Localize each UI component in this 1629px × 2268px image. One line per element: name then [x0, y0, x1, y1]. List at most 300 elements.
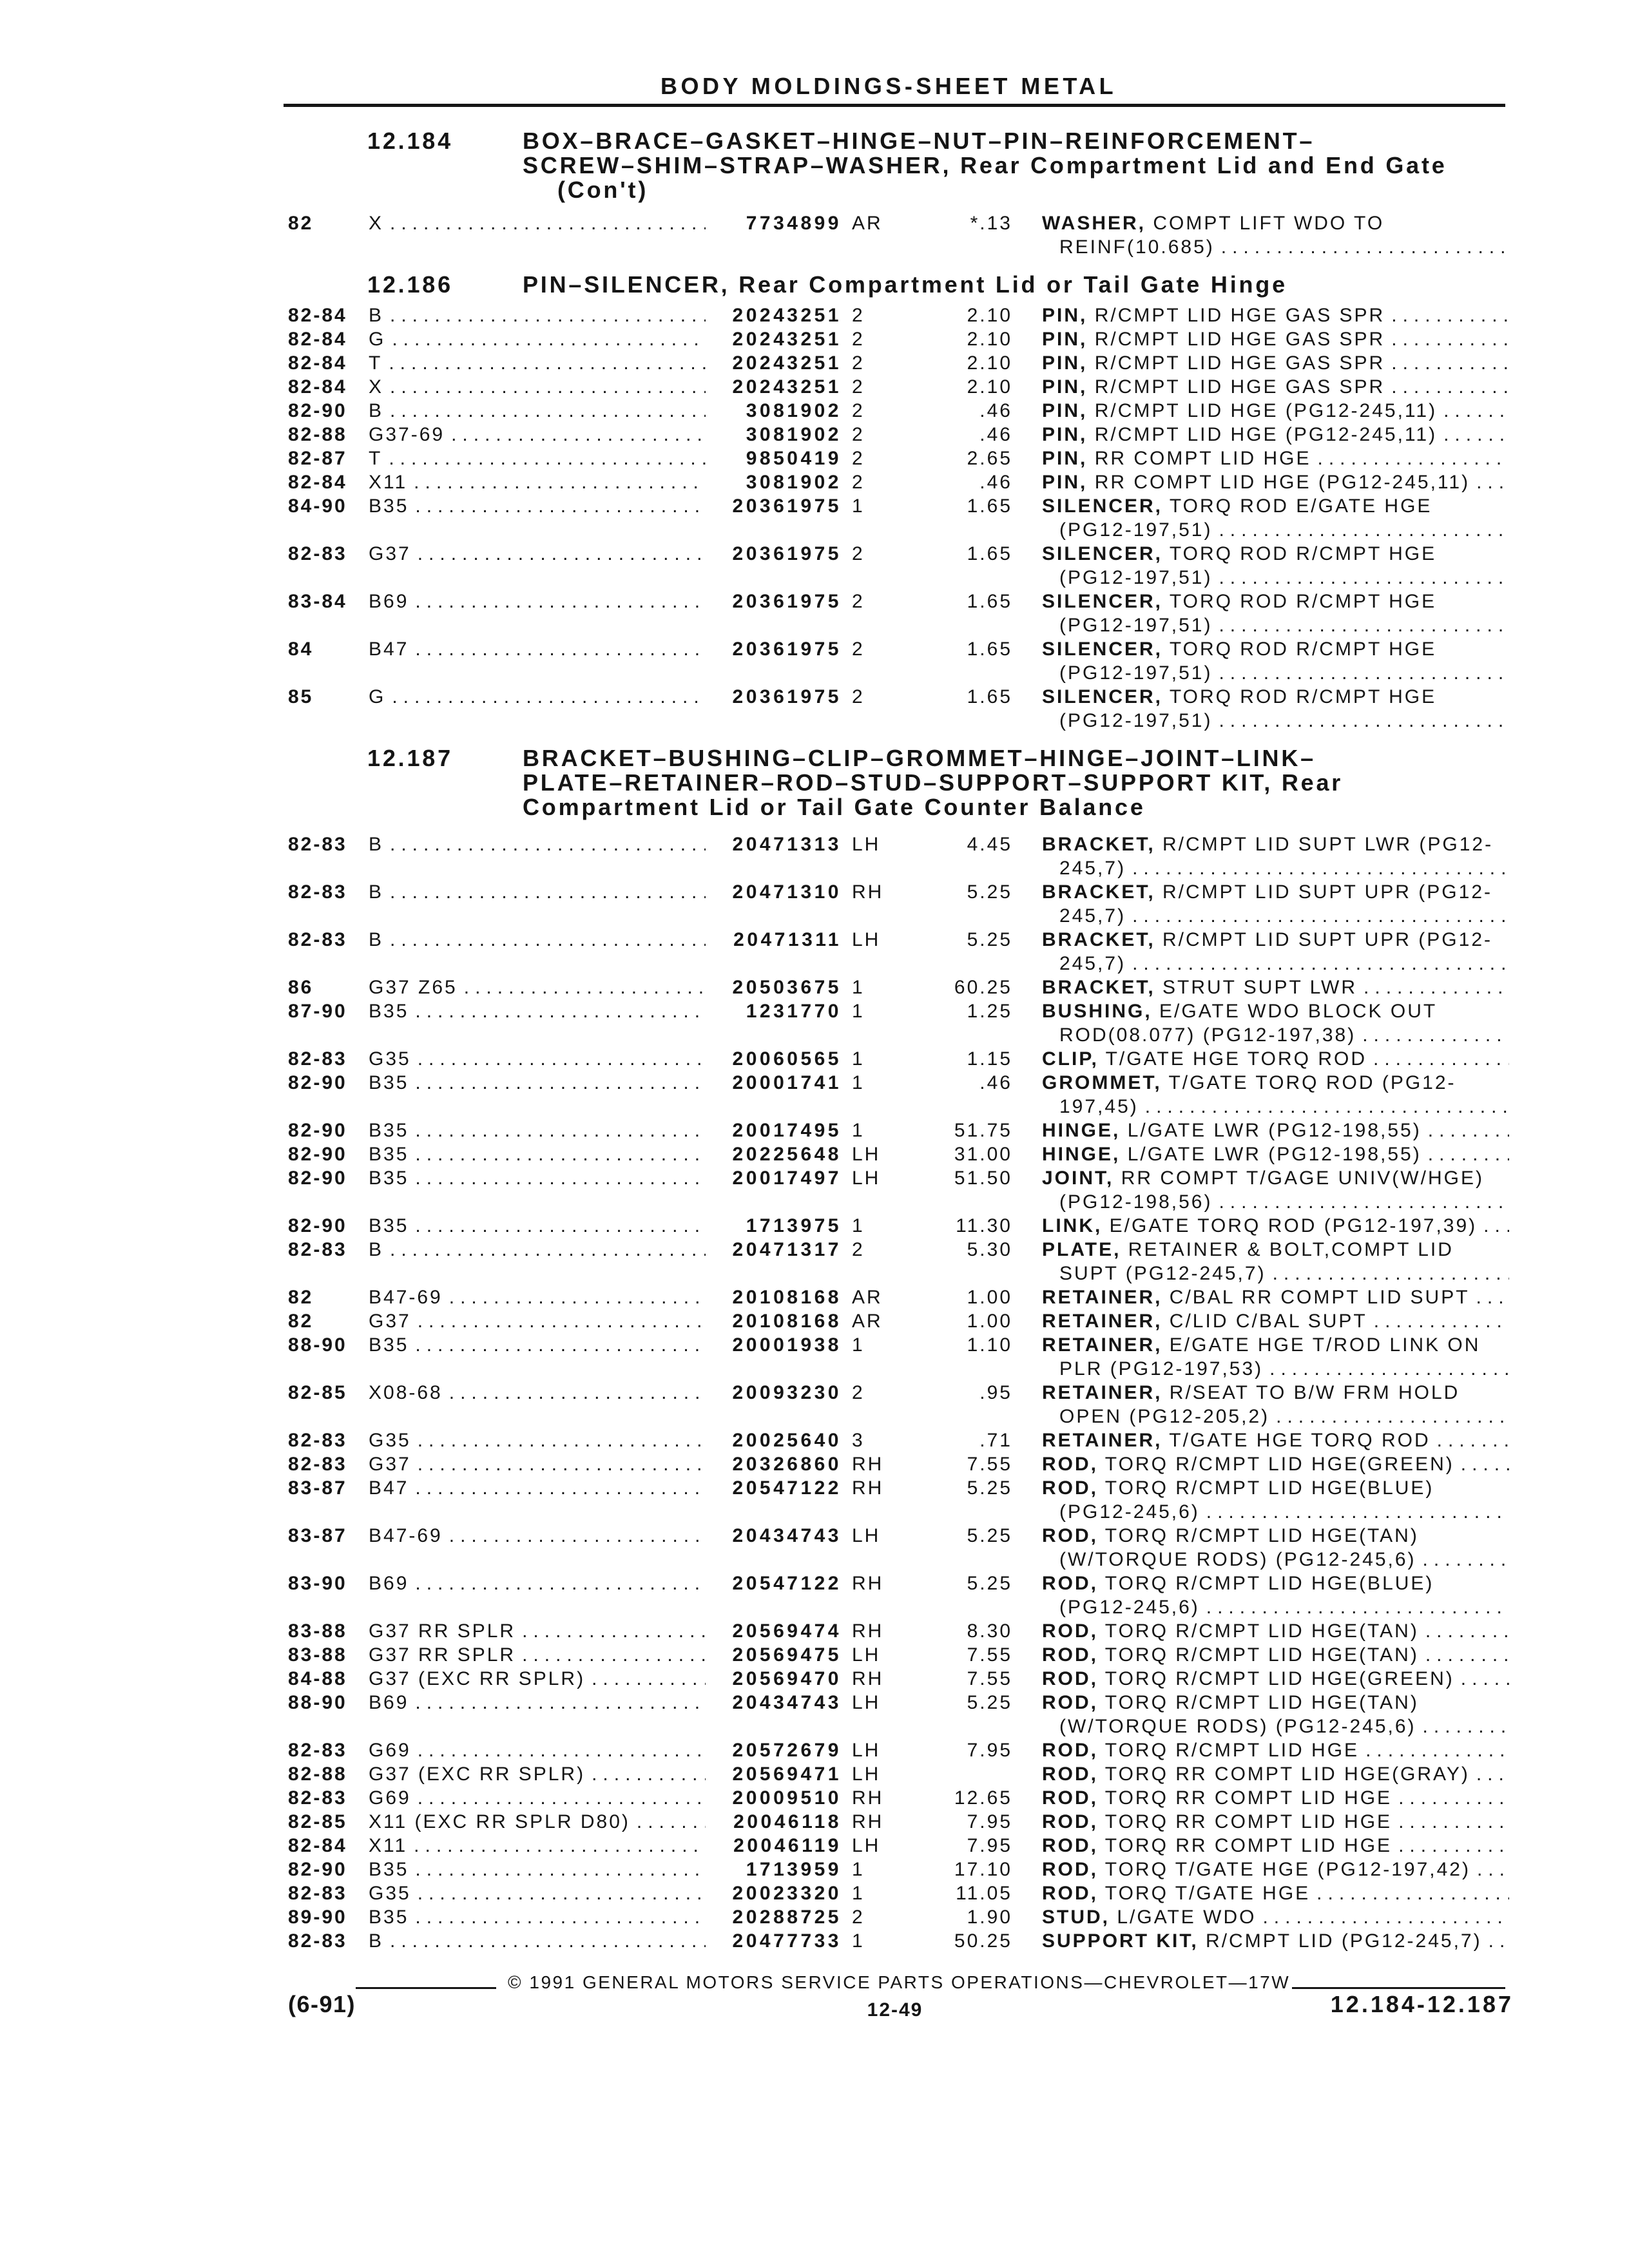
parts-row-line	[0, 1762, 1629, 1786]
description	[1042, 975, 1509, 999]
model-years: 82-88	[288, 424, 347, 445]
parts-row	[0, 832, 1629, 880]
dot-leader	[385, 685, 706, 709]
model-years: 82-90	[288, 400, 347, 421]
model-code: B35	[369, 1120, 409, 1141]
part-number: 20434743	[732, 1525, 842, 1546]
description-text	[1042, 1214, 1477, 1238]
description-text	[1042, 211, 1384, 235]
description-continuation-text: REINF(10.685)	[1059, 236, 1215, 258]
model-cell	[369, 1166, 706, 1190]
part-name: ROD,	[1042, 1835, 1098, 1856]
parts-row	[0, 590, 1629, 637]
description-continuation-text: (PG12-197,51)	[1059, 710, 1213, 731]
parts-row	[0, 1214, 1629, 1238]
description-detail: L/GATE WDO	[1117, 1907, 1257, 1928]
parts-row-line	[0, 1571, 1629, 1595]
description-detail: TORQ R/CMPT LID HGE(TAN)	[1104, 1620, 1419, 1642]
model-cell	[369, 1214, 706, 1238]
description-continuation	[1059, 1095, 1509, 1119]
price: 1.65	[967, 591, 1012, 612]
quantity: LH	[852, 1525, 881, 1546]
part-name: HINGE,	[1042, 1144, 1121, 1165]
model-years: 82-90	[288, 1168, 347, 1189]
parts-row	[0, 1643, 1629, 1667]
parts-row-line	[0, 494, 1629, 518]
parts-row-line	[0, 1142, 1629, 1166]
model-years: 82-83	[288, 1048, 347, 1070]
part-name: SILENCER,	[1042, 639, 1163, 660]
parts-row	[0, 1381, 1629, 1428]
model-code: B69	[369, 591, 409, 612]
description-text	[1042, 928, 1492, 952]
description-continuation-text: (PG12-245,6)	[1059, 1501, 1200, 1523]
quantity: 1	[852, 1883, 865, 1904]
model-cell	[369, 1142, 706, 1166]
dot-leader	[409, 1166, 706, 1190]
dot-leader	[409, 637, 706, 661]
parts-row-line	[0, 1381, 1629, 1405]
description-text	[1042, 1643, 1419, 1667]
dot-leader	[1419, 1619, 1509, 1643]
dot-leader	[1392, 1834, 1509, 1858]
dot-leader	[1482, 1929, 1509, 1953]
model-code: B	[369, 305, 384, 326]
model-code: B35	[369, 1334, 409, 1356]
part-name: PIN,	[1042, 352, 1088, 374]
dot-leader	[1212, 613, 1509, 637]
description-text	[1042, 327, 1385, 351]
parts-row	[0, 1667, 1629, 1691]
quantity: 2	[852, 686, 865, 707]
dot-leader	[409, 1071, 706, 1095]
model-years: 84-90	[288, 495, 347, 517]
model-years: 84	[288, 639, 314, 660]
part-name: WASHER,	[1042, 213, 1146, 234]
description	[1042, 1667, 1509, 1691]
description-continuation	[1059, 856, 1509, 880]
model-cell	[369, 1285, 706, 1309]
description-detail: R/CMPT LID (PG12-245,7)	[1206, 1930, 1482, 1952]
description	[1042, 542, 1509, 566]
description-continuation	[1059, 1405, 1509, 1428]
model-cell	[369, 1643, 706, 1667]
dot-leader	[1454, 1452, 1509, 1476]
part-number: 20108168	[732, 1287, 842, 1308]
parts-row	[0, 1285, 1629, 1309]
description-detail: TORQ R/CMPT LID HGE(BLUE)	[1104, 1573, 1434, 1594]
dot-leader	[1422, 1119, 1509, 1142]
description-continuation-text: (W/TORQUE RODS) (PG12-245,6)	[1059, 1549, 1416, 1570]
dot-leader	[383, 399, 706, 423]
model-code: B69	[369, 1573, 409, 1594]
description	[1042, 351, 1509, 375]
model-cell	[369, 1667, 706, 1691]
price: .46	[979, 400, 1012, 421]
dot-leader	[1212, 1190, 1509, 1214]
parts-row	[0, 1691, 1629, 1738]
parts-row-line	[0, 1119, 1629, 1142]
description-detail: R/CMPT LID SUPT UPR (PG12-	[1162, 929, 1492, 950]
quantity: 2	[852, 543, 865, 564]
parts-row-line	[0, 975, 1629, 999]
quantity: 2	[852, 424, 865, 445]
quantity: LH	[852, 1644, 881, 1666]
part-number: 20471313	[732, 834, 842, 855]
model-years: 82-90	[288, 1072, 347, 1093]
description-continuation-text: ROD(08.077) (PG12-197,38)	[1059, 1024, 1356, 1046]
dot-leader	[1357, 975, 1509, 999]
description-text	[1042, 880, 1492, 904]
dot-leader	[409, 1858, 706, 1881]
price: 12.65	[954, 1787, 1012, 1809]
dot-leader	[630, 1810, 706, 1834]
price: 2.65	[967, 448, 1012, 469]
section-title-line: Compartment Lid or Tail Gate Counter Balance	[523, 794, 1146, 820]
model-code: B	[369, 834, 384, 855]
description-detail: RR COMPT LID HGE	[1094, 448, 1311, 469]
model-cell	[369, 1047, 706, 1071]
dot-leader	[411, 1738, 706, 1762]
model-code: B	[369, 881, 384, 903]
description-continuation	[1059, 1357, 1509, 1381]
part-number: 9850419	[746, 448, 842, 469]
description-text	[1042, 1834, 1392, 1858]
model-cell	[369, 327, 706, 351]
section-title-line: BRACKET–BUSHING–CLIP–GROMMET–HINGE–JOINT–LINK–	[523, 745, 1316, 771]
description-text	[1042, 1571, 1434, 1595]
price: 17.10	[954, 1859, 1012, 1880]
quantity: 2	[852, 329, 865, 350]
price: 5.25	[967, 1477, 1012, 1499]
part-name: GROMMET,	[1042, 1072, 1162, 1093]
dot-leader	[1470, 470, 1509, 494]
parts-row	[0, 1834, 1629, 1858]
description-detail: R/CMPT LID HGE GAS SPR	[1094, 352, 1385, 374]
parts-row-line	[0, 1786, 1629, 1810]
parts-row-continuation	[0, 1095, 1629, 1119]
part-name: LINK,	[1042, 1215, 1103, 1236]
model-code: B35	[369, 1144, 409, 1165]
parts-row	[0, 1929, 1629, 1953]
part-name: ROD,	[1042, 1644, 1098, 1666]
parts-table	[0, 303, 1629, 733]
parts-row	[0, 975, 1629, 999]
dot-leader	[409, 1214, 706, 1238]
description-continuation-text: (PG12-198,56)	[1059, 1191, 1213, 1213]
price: 1.65	[967, 686, 1012, 707]
quantity: RH	[852, 1573, 884, 1594]
price: 11.05	[956, 1883, 1012, 1904]
part-number: 1713959	[746, 1859, 842, 1880]
description-text	[1042, 1619, 1419, 1643]
model-code: B	[369, 1239, 384, 1260]
dot-leader	[1367, 1309, 1509, 1333]
parts-row	[0, 470, 1629, 494]
description-continuation	[1059, 518, 1509, 542]
model-years: 86	[288, 977, 314, 998]
price: .71	[979, 1430, 1012, 1451]
description-text	[1042, 1428, 1431, 1452]
parts-row-line	[0, 1238, 1629, 1262]
part-name: PIN,	[1042, 329, 1088, 350]
dot-leader	[585, 1762, 706, 1786]
quantity: LH	[852, 834, 881, 855]
dot-leader	[1385, 375, 1509, 399]
description-detail: C/LID C/BAL SUPT	[1169, 1311, 1367, 1332]
price: 2.10	[967, 352, 1012, 374]
part-number: 3081902	[746, 400, 842, 421]
description-detail: E/GATE WDO BLOCK OUT	[1159, 1001, 1438, 1022]
parts-row-line	[0, 1452, 1629, 1476]
description-continuation	[1059, 1262, 1509, 1285]
price: 5.25	[967, 1525, 1012, 1546]
price: 1.65	[967, 495, 1012, 517]
parts-row	[0, 1071, 1629, 1119]
parts-row	[0, 211, 1629, 259]
description	[1042, 1309, 1509, 1333]
part-name: BRACKET,	[1042, 929, 1155, 950]
dot-leader	[1212, 566, 1509, 590]
description-detail: STRUT SUPT LWR	[1162, 977, 1358, 998]
price: 1.15	[967, 1048, 1012, 1070]
model-years: 83-87	[288, 1525, 347, 1546]
model-years: 82-83	[288, 1787, 347, 1809]
description	[1042, 303, 1509, 327]
description	[1042, 1238, 1509, 1262]
header-rule	[284, 104, 1505, 107]
description-detail: TORQ R/CMPT LID HGE(TAN)	[1104, 1644, 1419, 1666]
price: 5.25	[967, 1573, 1012, 1594]
parts-row	[0, 1905, 1629, 1929]
description-continuation	[1059, 1595, 1509, 1619]
model-years: 82-84	[288, 376, 347, 398]
model-code: B35	[369, 1907, 409, 1928]
description-text	[1042, 1810, 1392, 1834]
description-continuation	[1059, 1023, 1509, 1047]
parts-row-continuation	[0, 1023, 1629, 1047]
price: 5.30	[967, 1239, 1012, 1260]
part-number: 20025640	[732, 1430, 842, 1451]
model-code: X11	[369, 1835, 408, 1856]
part-number: 1231770	[746, 1001, 842, 1022]
dot-leader	[382, 351, 706, 375]
dot-leader	[383, 1238, 706, 1262]
model-code: B35	[369, 1859, 409, 1880]
price: 2.10	[967, 376, 1012, 398]
dot-leader	[383, 303, 706, 327]
description	[1042, 1858, 1509, 1881]
dot-leader	[411, 1881, 706, 1905]
description	[1042, 1214, 1509, 1238]
description-continuation	[1059, 613, 1509, 637]
quantity: 1	[852, 1001, 865, 1022]
dot-leader	[409, 1142, 706, 1166]
price: 7.55	[967, 1668, 1012, 1689]
model-years: 82-85	[288, 1811, 347, 1832]
description-detail: TORQ R/CMPT LID HGE(GREEN)	[1104, 1668, 1454, 1689]
model-years: 82-83	[288, 1454, 347, 1475]
quantity: 2	[852, 376, 865, 398]
description-detail: TORQ R/CMPT LID HGE	[1104, 1740, 1360, 1761]
dot-leader	[1470, 1285, 1509, 1309]
dot-leader	[411, 1428, 706, 1452]
description	[1042, 399, 1509, 423]
dot-leader	[1431, 1428, 1509, 1452]
model-years: 87-90	[288, 1001, 347, 1022]
model-code: B	[369, 1930, 384, 1952]
part-number: 20547122	[732, 1477, 842, 1499]
model-years: 82-84	[288, 352, 347, 374]
model-cell	[369, 1762, 706, 1786]
parts-row-continuation	[0, 1595, 1629, 1619]
part-number: 20046118	[733, 1811, 842, 1832]
dot-leader	[382, 447, 706, 470]
model-code: G35	[369, 1430, 411, 1451]
parts-row-continuation	[0, 613, 1629, 637]
part-number: 20477733	[732, 1930, 842, 1952]
dot-leader	[1416, 1715, 1509, 1738]
dot-leader	[409, 1905, 706, 1929]
description	[1042, 1810, 1509, 1834]
model-cell	[369, 470, 706, 494]
model-years: 82	[288, 1287, 314, 1308]
section-title	[523, 746, 1343, 820]
part-number: 20243251	[732, 352, 842, 374]
description-continuation-text: 245,7)	[1059, 858, 1126, 879]
price: 11.30	[956, 1215, 1012, 1236]
dot-leader	[1419, 1643, 1509, 1667]
model-code: X11	[369, 472, 408, 493]
part-name: ROD,	[1042, 1883, 1098, 1904]
description-text	[1042, 1238, 1454, 1262]
dot-leader	[383, 928, 706, 952]
price: 5.25	[967, 929, 1012, 950]
description-detail: TORQ ROD E/GATE HGE	[1169, 495, 1432, 517]
description	[1042, 1905, 1509, 1929]
parts-row	[0, 303, 1629, 327]
model-years: 82-83	[288, 1239, 347, 1260]
description-detail: R/CMPT LID SUPT LWR (PG12-	[1162, 834, 1494, 855]
model-code: G37	[369, 543, 411, 564]
model-cell	[369, 1071, 706, 1095]
price: 60.25	[954, 977, 1012, 998]
quantity: LH	[852, 1144, 881, 1165]
part-number: 7734899	[746, 213, 842, 234]
model-years: 82-83	[288, 881, 347, 903]
model-years: 82-88	[288, 1763, 347, 1785]
description-text	[1042, 375, 1385, 399]
model-cell	[369, 375, 706, 399]
parts-row-continuation	[0, 1715, 1629, 1738]
description-text	[1042, 685, 1436, 709]
parts-row-line	[0, 423, 1629, 447]
parts-row-continuation	[0, 518, 1629, 542]
quantity: 2	[852, 639, 865, 660]
description	[1042, 1119, 1509, 1142]
model-years: 82-87	[288, 448, 347, 469]
parts-row-line	[0, 542, 1629, 566]
parts-row-line	[0, 375, 1629, 399]
model-years: 89-90	[288, 1907, 347, 1928]
part-name: CLIP,	[1042, 1048, 1099, 1070]
parts-row	[0, 1333, 1629, 1381]
description-detail: E/GATE TORQ ROD (PG12-197,39)	[1109, 1215, 1478, 1236]
part-name: ROD,	[1042, 1787, 1098, 1809]
part-number: 20547122	[732, 1573, 842, 1594]
dot-leader	[443, 1381, 706, 1405]
parts-row	[0, 1858, 1629, 1881]
parts-row-line	[0, 1309, 1629, 1333]
part-name: STUD,	[1042, 1907, 1110, 1928]
price: .46	[979, 1072, 1012, 1093]
model-years: 88-90	[288, 1692, 347, 1713]
description-detail: E/GATE HGE T/ROD LINK ON	[1169, 1334, 1481, 1356]
description	[1042, 494, 1509, 518]
dot-leader	[1310, 1881, 1509, 1905]
model-years: 82-83	[288, 1930, 347, 1952]
quantity: RH	[852, 881, 884, 903]
part-name: BUSHING,	[1042, 1001, 1152, 1022]
parts-row-line	[0, 1524, 1629, 1548]
dot-leader	[1266, 1262, 1509, 1285]
description-continuation	[1059, 661, 1509, 685]
model-code: B47	[369, 639, 409, 660]
parts-row-continuation	[0, 1500, 1629, 1524]
model-cell	[369, 494, 706, 518]
model-years: 82	[288, 213, 314, 234]
parts-table	[0, 211, 1629, 259]
dot-leader	[1356, 1023, 1509, 1047]
price: 51.50	[954, 1168, 1012, 1189]
description-continuation-text: 245,7)	[1059, 953, 1126, 974]
section-title	[523, 129, 1447, 202]
parts-row-line	[0, 1738, 1629, 1762]
part-name: PIN,	[1042, 376, 1088, 398]
dot-leader	[383, 880, 706, 904]
dot-leader	[1385, 303, 1509, 327]
dot-leader	[1367, 1047, 1509, 1071]
description-text	[1042, 1166, 1484, 1190]
price: 1.65	[967, 639, 1012, 660]
parts-row-continuation	[0, 235, 1629, 259]
dot-leader	[1470, 1762, 1509, 1786]
description	[1042, 1047, 1509, 1071]
model-code: X08-68	[369, 1382, 443, 1403]
description-continuation	[1059, 904, 1509, 928]
description-detail: TORQ RR COMPT LID HGE	[1104, 1811, 1393, 1832]
description	[1042, 880, 1509, 904]
model-cell	[369, 1524, 706, 1548]
part-number: 20434743	[732, 1692, 842, 1713]
parts-row	[0, 928, 1629, 975]
model-years: 82-90	[288, 1120, 347, 1141]
model-code: G69	[369, 1787, 411, 1809]
section-number: 12.186	[367, 271, 453, 298]
part-name: PIN,	[1042, 305, 1088, 326]
parts-row-line	[0, 1643, 1629, 1667]
model-cell	[369, 1309, 706, 1333]
parts-row-continuation	[0, 1190, 1629, 1214]
model-code: G69	[369, 1740, 411, 1761]
model-years: 83-87	[288, 1477, 347, 1499]
parts-row-line	[0, 211, 1629, 235]
quantity: 2	[852, 1907, 865, 1928]
quantity: 2	[852, 472, 865, 493]
description-text	[1042, 1786, 1392, 1810]
model-code: B69	[369, 1692, 409, 1713]
part-name: SILENCER,	[1042, 686, 1163, 707]
